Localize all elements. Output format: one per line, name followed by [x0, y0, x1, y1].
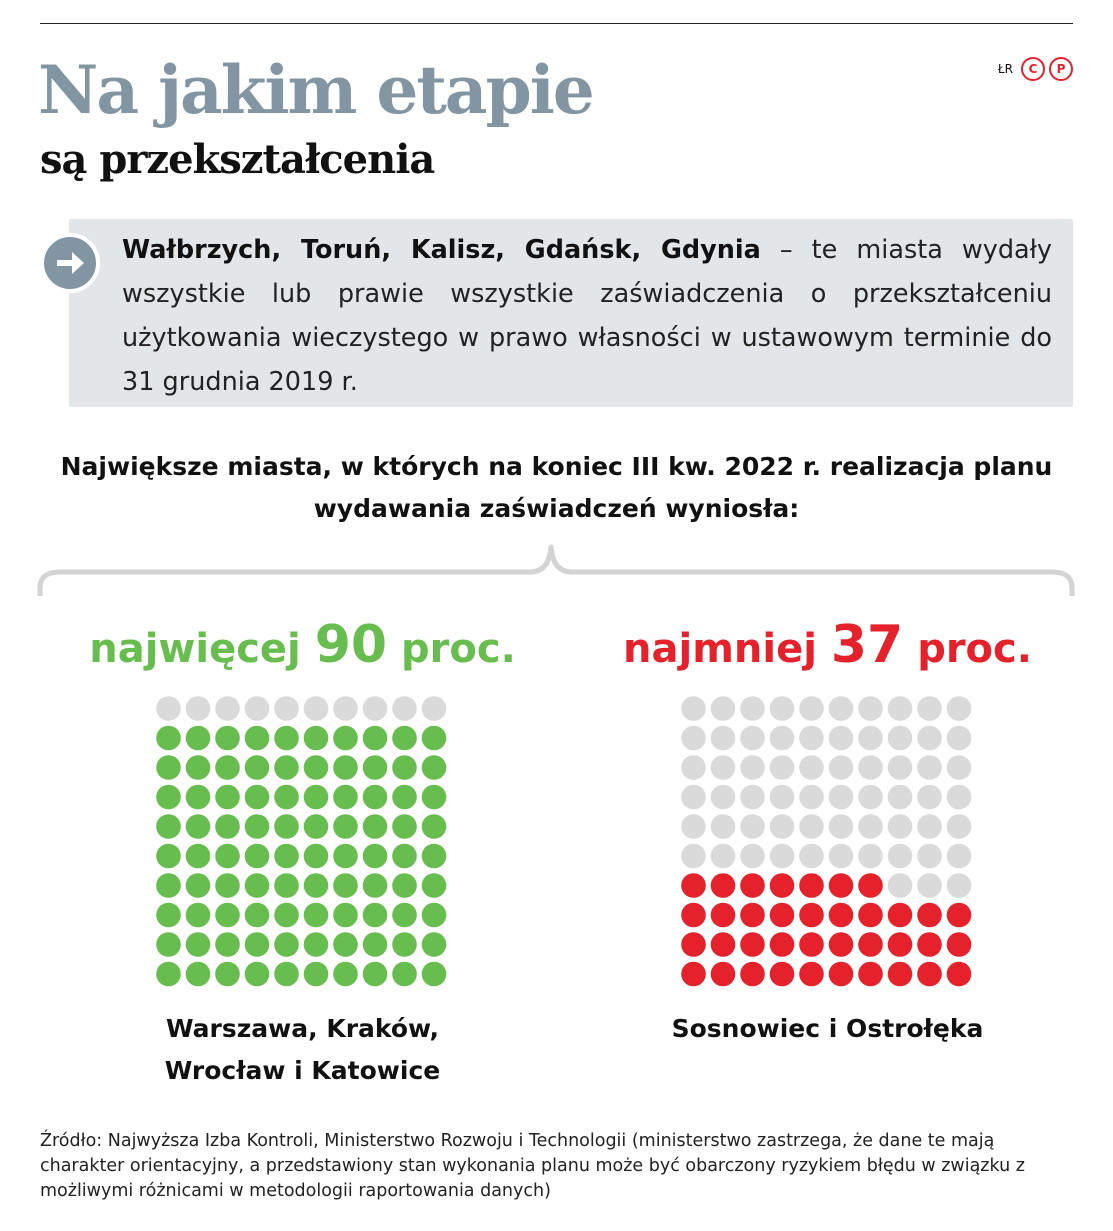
- waffle-dot-empty: [711, 726, 736, 751]
- waffle-dot-filled: [274, 785, 299, 810]
- waffle-dot-filled: [711, 903, 736, 928]
- waffle-dot-empty: [829, 755, 854, 780]
- waffle-dot-filled: [829, 932, 854, 957]
- waffle-dot-empty: [711, 814, 736, 839]
- waffle-dot-filled: [888, 962, 913, 987]
- waffle-dot-filled: [304, 785, 329, 810]
- waffle-dot-filled: [156, 755, 181, 780]
- waffle-dot-filled: [245, 844, 270, 869]
- waffle-dot-empty: [392, 696, 417, 721]
- waffle-dot-empty: [770, 785, 795, 810]
- waffle-dot-empty: [740, 726, 765, 751]
- waffle-dot-filled: [363, 785, 388, 810]
- waffle-dot-empty: [799, 814, 824, 839]
- waffle-dot-filled: [245, 814, 270, 839]
- waffle-dot-filled: [215, 873, 240, 898]
- waffle-dot-filled: [274, 962, 299, 987]
- waffle-dot-filled: [304, 814, 329, 839]
- headline-min-prefix: najmniej: [623, 626, 817, 672]
- waffle-dot-filled: [333, 903, 358, 928]
- waffle-dot-filled: [888, 903, 913, 928]
- waffle-dot-filled: [711, 873, 736, 898]
- waffle-dot-filled: [770, 873, 795, 898]
- waffle-dot-filled: [245, 903, 270, 928]
- waffle-dot-filled: [422, 962, 447, 987]
- waffle-dot-filled: [363, 962, 388, 987]
- waffle-dot-filled: [304, 844, 329, 869]
- waffle-dot-filled: [947, 932, 972, 957]
- waffle-dot-filled: [186, 962, 211, 987]
- waffle-dot-empty: [947, 844, 972, 869]
- waffle-dot-filled: [681, 932, 706, 957]
- waffle-dot-filled: [245, 726, 270, 751]
- logo-c-icon: C: [1021, 57, 1045, 81]
- waffle-dot-empty: [917, 873, 942, 898]
- waffle-dot-empty: [740, 785, 765, 810]
- waffle-dot-empty: [770, 755, 795, 780]
- waffle-dot-filled: [186, 755, 211, 780]
- waffle-dot-filled: [947, 962, 972, 987]
- waffle-dot-filled: [681, 962, 706, 987]
- waffle-dot-empty: [799, 844, 824, 869]
- cities-min: [575, 1008, 1080, 1050]
- waffle-dot-empty: [888, 755, 913, 780]
- waffle-dot-filled: [770, 932, 795, 957]
- waffle-dot-filled: [215, 844, 240, 869]
- waffle-dot-empty: [681, 785, 706, 810]
- waffle-dot-empty: [770, 726, 795, 751]
- waffle-dot-filled: [274, 903, 299, 928]
- waffle-dot-empty: [711, 844, 736, 869]
- waffle-dot-empty: [740, 696, 765, 721]
- waffle-dot-filled: [392, 962, 417, 987]
- waffle-dot-filled: [799, 873, 824, 898]
- waffle-dot-empty: [888, 873, 913, 898]
- waffle-dot-empty: [858, 785, 883, 810]
- waffle-dot-empty: [917, 814, 942, 839]
- waffle-dot-empty: [422, 696, 447, 721]
- waffle-dot-filled: [156, 726, 181, 751]
- waffle-dot-empty: [888, 785, 913, 810]
- waffle-dot-filled: [304, 962, 329, 987]
- waffle-dot-empty: [888, 814, 913, 839]
- waffle-dot-empty: [740, 755, 765, 780]
- waffle-dot-empty: [363, 696, 388, 721]
- waffle-dot-filled: [186, 932, 211, 957]
- waffle-dot-filled: [770, 903, 795, 928]
- waffle-dot-empty: [917, 726, 942, 751]
- waffle-dot-filled: [917, 903, 942, 928]
- waffle-dot-filled: [711, 962, 736, 987]
- waffle-dot-filled: [422, 932, 447, 957]
- waffle-dot-filled: [740, 903, 765, 928]
- waffle-dot-filled: [392, 785, 417, 810]
- source-note: Źródło: Najwyższa Izba Kontroli, Ministerstwo Rozwoju i Technologii (ministerstwo zastrzega, że dane te mają charakter orientacyjny, a przedstawiony stan wykonania planu może być obarczony ryzykiem błędu w związku z możliwymi różnicami w metodologii raportowania danych): [40, 1131, 1025, 1201]
- waffle-dot-empty: [304, 696, 329, 721]
- waffle-dot-empty: [947, 785, 972, 810]
- waffle-dot-filled: [245, 962, 270, 987]
- waffle-dot-empty: [333, 696, 358, 721]
- waffle-chart-max: [156, 696, 452, 992]
- waffle-dot-empty: [770, 696, 795, 721]
- waffle-dot-empty: [917, 696, 942, 721]
- waffle-dot-filled: [422, 814, 447, 839]
- waffle-dot-empty: [858, 814, 883, 839]
- cities-max: [50, 1008, 555, 1092]
- waffle-dot-empty: [888, 726, 913, 751]
- headline-max-number: 90: [314, 615, 388, 675]
- waffle-dot-filled: [740, 962, 765, 987]
- waffle-dot-filled: [363, 814, 388, 839]
- waffle-dot-filled: [858, 962, 883, 987]
- waffle-dot-filled: [215, 962, 240, 987]
- waffle-dot-filled: [245, 755, 270, 780]
- waffle-dot-filled: [363, 844, 388, 869]
- waffle-dot-empty: [156, 696, 181, 721]
- waffle-dot-filled: [858, 932, 883, 957]
- waffle-dot-filled: [245, 873, 270, 898]
- waffle-dot-filled: [770, 962, 795, 987]
- waffle-dot-empty: [245, 696, 270, 721]
- waffle-dot-empty: [947, 726, 972, 751]
- waffle-dot-empty: [829, 726, 854, 751]
- waffle-dot-filled: [304, 873, 329, 898]
- waffle-dot-filled: [392, 726, 417, 751]
- waffle-dot-empty: [858, 726, 883, 751]
- waffle-dot-empty: [711, 696, 736, 721]
- waffle-dot-filled: [274, 726, 299, 751]
- waffle-dot-empty: [681, 726, 706, 751]
- waffle-dot-empty: [917, 844, 942, 869]
- waffle-dot-empty: [799, 755, 824, 780]
- waffle-dot-filled: [186, 785, 211, 810]
- waffle-dot-filled: [333, 755, 358, 780]
- waffle-dot-empty: [829, 696, 854, 721]
- waffle-dot-filled: [215, 785, 240, 810]
- waffle-dot-empty: [215, 696, 240, 721]
- waffle-dot-filled: [274, 932, 299, 957]
- waffle-dot-filled: [363, 755, 388, 780]
- waffle-dot-filled: [363, 932, 388, 957]
- waffle-dot-filled: [245, 785, 270, 810]
- waffle-dot-filled: [186, 814, 211, 839]
- chart-title: Największe miasta, w których na koniec III kw. 2022 r. realizacja planu wydawania zaświadczeń wyniosła:: [60, 452, 1053, 523]
- waffle-dot-empty: [681, 755, 706, 780]
- waffle-dot-empty: [681, 696, 706, 721]
- waffle-dot-filled: [799, 962, 824, 987]
- waffle-dot-filled: [215, 726, 240, 751]
- cities-max-line-1: Warszawa, Kraków,: [165, 1014, 440, 1043]
- cities-max-line-2: Wrocław i Katowice: [164, 1056, 441, 1085]
- waffle-dot-filled: [304, 903, 329, 928]
- waffle-dot-empty: [770, 844, 795, 869]
- waffle-dot-filled: [681, 873, 706, 898]
- waffle-dot-empty: [858, 696, 883, 721]
- waffle-dot-filled: [333, 726, 358, 751]
- headline-min-number: 37: [830, 615, 904, 675]
- waffle-dot-filled: [333, 962, 358, 987]
- waffle-dot-empty: [711, 755, 736, 780]
- waffle-dot-filled: [156, 903, 181, 928]
- waffle-dot-filled: [186, 726, 211, 751]
- waffle-dot-filled: [740, 932, 765, 957]
- waffle-dot-filled: [156, 785, 181, 810]
- waffle-dot-filled: [829, 903, 854, 928]
- waffle-dot-empty: [829, 785, 854, 810]
- waffle-dot-filled: [156, 844, 181, 869]
- cities-min-line-1: Sosnowiec i Ostrołęka: [671, 1014, 984, 1043]
- waffle-dot-filled: [363, 873, 388, 898]
- waffle-dot-filled: [888, 932, 913, 957]
- waffle-dot-filled: [304, 726, 329, 751]
- waffle-dot-filled: [333, 873, 358, 898]
- waffle-dot-filled: [392, 903, 417, 928]
- waffle-dot-filled: [333, 785, 358, 810]
- waffle-dot-filled: [333, 844, 358, 869]
- waffle-dot-filled: [422, 903, 447, 928]
- waffle-dot-filled: [156, 814, 181, 839]
- waffle-dot-filled: [422, 726, 447, 751]
- waffle-dot-filled: [245, 932, 270, 957]
- waffle-dot-filled: [799, 903, 824, 928]
- waffle-dot-filled: [215, 903, 240, 928]
- waffle-dot-filled: [186, 903, 211, 928]
- waffle-dot-filled: [333, 814, 358, 839]
- waffle-dot-empty: [799, 785, 824, 810]
- waffle-dot-filled: [156, 932, 181, 957]
- waffle-dot-empty: [740, 844, 765, 869]
- waffle-dot-filled: [799, 932, 824, 957]
- headline-min-suffix: proc.: [917, 626, 1032, 672]
- logo-p-icon: P: [1049, 57, 1073, 81]
- waffle-dot-filled: [947, 903, 972, 928]
- waffle-dot-filled: [422, 873, 447, 898]
- waffle-dot-filled: [186, 844, 211, 869]
- waffle-dot-empty: [888, 844, 913, 869]
- waffle-dot-empty: [681, 844, 706, 869]
- waffle-dot-filled: [215, 932, 240, 957]
- waffle-dot-empty: [917, 785, 942, 810]
- waffle-dot-filled: [422, 785, 447, 810]
- waffle-dot-filled: [829, 873, 854, 898]
- waffle-dot-filled: [711, 932, 736, 957]
- waffle-dot-filled: [333, 932, 358, 957]
- waffle-dot-empty: [947, 814, 972, 839]
- waffle-dot-empty: [858, 844, 883, 869]
- waffle-dot-empty: [917, 755, 942, 780]
- waffle-dot-filled: [363, 726, 388, 751]
- waffle-dot-empty: [711, 785, 736, 810]
- waffle-chart-min: [681, 696, 977, 992]
- waffle-dot-filled: [917, 932, 942, 957]
- headline-max: [50, 608, 555, 686]
- waffle-dot-filled: [392, 755, 417, 780]
- waffle-dot-filled: [858, 903, 883, 928]
- waffle-dot-empty: [888, 696, 913, 721]
- waffle-dot-filled: [363, 903, 388, 928]
- waffle-dot-filled: [274, 844, 299, 869]
- waffle-dot-filled: [274, 755, 299, 780]
- waffle-dot-filled: [215, 814, 240, 839]
- waffle-dot-filled: [156, 873, 181, 898]
- waffle-dot-filled: [392, 873, 417, 898]
- page-subtitle: są przekształcenia: [40, 136, 435, 183]
- waffle-dot-filled: [422, 755, 447, 780]
- waffle-dot-filled: [422, 844, 447, 869]
- waffle-dot-empty: [858, 755, 883, 780]
- page-title: Na jakim etapie: [38, 51, 593, 129]
- waffle-dot-filled: [858, 873, 883, 898]
- waffle-dot-empty: [186, 696, 211, 721]
- waffle-dot-filled: [186, 873, 211, 898]
- headline-max-prefix: najwięcej: [89, 626, 301, 672]
- waffle-dot-filled: [392, 932, 417, 957]
- waffle-dot-empty: [799, 696, 824, 721]
- waffle-dot-filled: [392, 814, 417, 839]
- waffle-dot-empty: [681, 814, 706, 839]
- waffle-dot-empty: [740, 814, 765, 839]
- waffle-dot-filled: [917, 962, 942, 987]
- author-mark: ŁR: [997, 62, 1013, 76]
- waffle-dot-empty: [829, 844, 854, 869]
- info-cities: Wałbrzych, Toruń, Kalisz, Gdańsk, Gdynia: [122, 235, 761, 265]
- info-description: – te miasta wydały wszystkie lub prawie wszystkie zaświadczenia o przekształceniu użytkowania wieczystego w prawo własności w ustawowym terminie do 31 grudnia 2019 r.: [122, 235, 1052, 397]
- waffle-dot-filled: [392, 844, 417, 869]
- waffle-dot-filled: [274, 814, 299, 839]
- waffle-dot-filled: [740, 873, 765, 898]
- waffle-dot-empty: [829, 814, 854, 839]
- waffle-dot-filled: [215, 755, 240, 780]
- headline-max-suffix: proc.: [401, 626, 516, 672]
- waffle-dot-filled: [304, 755, 329, 780]
- headline-min: [575, 608, 1080, 686]
- waffle-dot-filled: [304, 932, 329, 957]
- waffle-dot-empty: [799, 726, 824, 751]
- waffle-dot-filled: [156, 962, 181, 987]
- waffle-dot-empty: [274, 696, 299, 721]
- waffle-dot-filled: [274, 873, 299, 898]
- waffle-dot-empty: [947, 696, 972, 721]
- waffle-dot-empty: [770, 814, 795, 839]
- waffle-dot-filled: [681, 903, 706, 928]
- waffle-dot-empty: [947, 873, 972, 898]
- waffle-dot-filled: [829, 962, 854, 987]
- waffle-dot-empty: [947, 755, 972, 780]
